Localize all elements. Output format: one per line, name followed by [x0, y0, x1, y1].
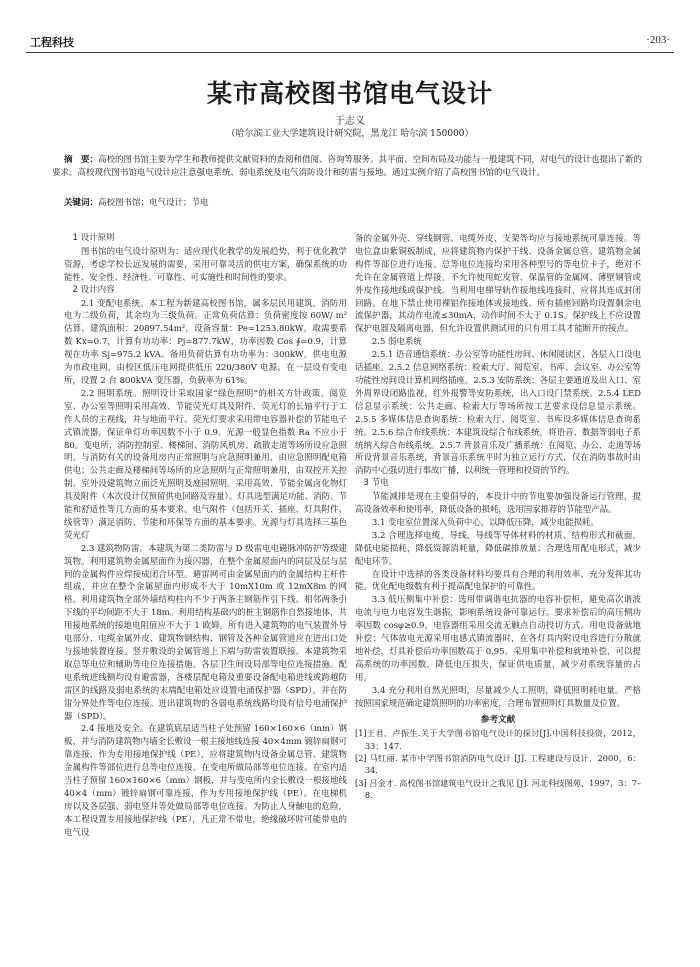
- keywords-label: 关键词：: [64, 198, 99, 208]
- running-header: [26, 34, 674, 50]
- body-paragraph: 2.4 接地及安全。在建筑底层适当柱子处预留 160×160×6（mm）钢板，并与消防建筑物内墙全长敷设一根主接地线连接 40×4mm 镀锌扁钢可靠连接，作为专用接地保护线（PE），应将建筑物内设备金属总管、建筑物金属构件等部位进行总等电位连接，在变电所做局部等电位连接。在室内适当柱子预留 160×160×6（mm）钢板，并与变电所内全长敷设一根接地线 40×4（mm）镀锌扁钢可靠连接，作为专用接地保护线（PE）。在电梯机房以及各层强、弱电竖井等处做局部等电位连接。为防止人身触电的危险，本工程设置专用接地保护线（PE），凡正常不带电，绝缘破坏时可能带电的电气设: [64, 723, 347, 837]
- reference-item: [1]王君，卢振生.关于大学图书馆电气设计的探讨[J].中国科技投资，2012，33：147.: [355, 728, 641, 751]
- affiliation: （哈尔滨工业大学建筑设计研究院，黑龙江 哈尔滨 150000）: [226, 129, 474, 139]
- section-heading: 1 设计原则: [72, 233, 115, 243]
- reference-item: [2] 马红丽. 某市中学图书馆消防电气设计 [J]. 工程建设与设计，2000，6：34.: [355, 753, 641, 776]
- page-number: ·203·: [646, 34, 670, 46]
- journal-section-label: 工程科技: [30, 36, 74, 49]
- left-column: [64, 232, 347, 839]
- body-paragraph: 2.3 建筑物防雷。本建筑为第二类防雷与 D 级雷电电磁脉冲防护等级建筑物。利用建筑物金属屋面作为接闪器，在整个金属屋面内的同层及层与层间的金属构件应焊接成闭合环型。避雷网可由金属屋面内的金属结构主杆件组成，并应在整个金属屋面内形成不大于 10mX10m 或 12mX8m 的网格。利用建筑物全部外墙结构柱内不少于两条主钢筋作引下线。相邻两条引下线的平均间距不大于 18m。利用结构基础内的桩主钢筋作自然接地体，共用接地系统的接地电阻值应不大于 1 欧姆。所有进入建筑物的电气装置外导电部分、电缆金属外皮、建筑物钢结构、钢管及各种金属管道应在进出口处与接地装置连接。竖井敷设的金属管道上下端与防雷装置联接。本建筑物采取总等电位和辅助等电位连接措施。各层卫生间设局部等电位连接措施。配电系统进线侧均设有避雷器，各楼层配电箱及重要设备配电箱进线或跨越防雷区的线路及弱电系统的末端配电箱处应设置电涌保护器（SPD）。并在防雷分界处作等电位连接。进出建筑物的各弱电系统线路均设有信号电涌保护器（SPD）。: [64, 542, 347, 721]
- body-paragraph: 2.1 变配电系统。本工程为新建高校图书馆，属多层民用建筑，消防用电为二级负荷，其余均为三级负荷。正常负荷估算：负荷密度按 60W/ m² 估算，建筑面积：20897.54m²，设备容量：Pe=1253.80kW，取需要系数 Kx=0.7，计算有功功率：Pj=877.7kW，功率因数 Cos ∮=0.9，计算视在功率 Sj=975.2 kVA。备用负荷估算有功功率为：300kW。供电电源为市政电网，由校区低压电网提供低压 220/380V 电源。在一层设有变电所，设置 2 台 800kVA 变压器，负载率为 61%。: [64, 297, 347, 385]
- header-rule: [26, 52, 674, 53]
- section-heading: 2 设计内容: [72, 284, 115, 295]
- body-paragraph: 3.3 低压侧集中补偿：选用带调谐电抗器的电容补偿柜，避免高次谐波电流与电力电容发生谐振，影响系统设备可靠运行。要求补偿后的高压侧功率因数 cosφ≥0.9，电容器组采用交流无触点自动投切方式。用电设备就地补偿：气体放电光源采用电感式镇流器时，在各灯具内附设电容进行分散就地补偿，灯具补偿后功率因数高于 0.95。采用集中补偿和就地补偿，可以提高系统的功率因数，降低电压损失，保证供电质量，减少对系统容量的占用。: [355, 594, 641, 682]
- body-paragraph: 3.2 合理选择电缆，导线，导线等导体材料的材质、结构形式和截面，降低电能损耗，降低资源消耗量，降低碳排放量；合理选用配电形式，减少配电环节。: [355, 529, 641, 566]
- body-paragraph: 备的金属外壳、穿线钢管、电缆外皮、支架等均应与接地系统可靠连接。等电位盒由紫铜板制成，应将建筑物内保护干线、设备金属总管、建筑物金属构件等部位进行连接。总等电位连接均采用各种型号的等电位卡子，绝对不允许在金属管道上焊接。不允许使用蛇皮管、保温管的金属网、薄壁钢管或外皮作接地线或保护线。当利用电梯导轨作接地线连接时，应将其连成封闭回路。在地下禁止使用裸铝作接地体或接地线。所有插座回路均设置剩余电流保护器，其动作电流≤30mA，动作时间不大于 0.1S。保护线上不应设置保护电器及隔离电器，但允许设置供测试用的只有用工具才能断开的接点。: [355, 233, 641, 334]
- abstract-text: 高校的图书馆主要为学生和教师提供文献资料的查阅和借阅、咨询等服务。其平面、空间布局及功能与一般建筑不同，对电气的设计也提出了新的要求。高校现代图书馆电气设计应注意强电系统、弱电系统及电气消防设计和防雷与接地。通过实例介绍了高校图书馆的电气设计。: [52, 155, 643, 179]
- reference-item: [3] 吕金才. 高校图书馆建筑电气设计之我见 [J]. 河北科技图苑，1997，3：7–8.: [355, 777, 641, 800]
- abstract-label: 摘 要：: [64, 155, 99, 165]
- body-paragraph: 节能减排是现在主要倡导的，本设计中的节电要加强设备运行管理，提高设备效率和使用率，降低设备的损耗，选用国家推荐的节能型产品。: [355, 491, 641, 515]
- body-paragraph: 2.2 照明系统。照明设计采取国家“绿色照明”的相关方针政策，阅览室、办公室等照明采用高效、节能荧光灯具及附件，荧光灯的长轴平行于工作人员的主视线，并与地面平行。荧光灯要求采用带电容器补偿的节能电子式镇流器，保证单灯功率因数不小于 0.9。光源一般显色指数 Ra 不应小于 80。变电所、消防控制室、楼梯间、消防风机房、疏散走道等场所设应急照明。与消防有关的设备用房内正常照明与应急照明兼用，由应急照明配电箱供电；公共走廊及楼梯间等场所的应急照明与正常照明兼用，由双控开关控制。室外设建筑物立面泛光照明及庭园照明。采用高效、节能金属卤化物灯具及附件（本次设计仅预留供电回路及容量）。灯具选型满足功能、消防、节能和舒适性等几方面的基本要求。电气附件（包括开关、插座、灯具附件、线管等）满足消防、节能和环保等方面的基本要求。光源与灯具选择三基色荧光灯: [64, 387, 347, 540]
- body-paragraph: 2.5.1 语音通信系统：办公室等功能性房间、休闲阅读区、各层入口设电话插座。2.5.2 信息网络系统：检索大厅、阅览室、书库、会议室、办公室等功能性房间设计算机网络插座。2.5.3 安防系统：各层主要通道及出入口、室外周界设闭路监视，红外报警等安防系统，出入口设门禁系统。2.5.4 LED 信息显示系统：公共走廊、检索大厅等场所按工艺要求设信息显示系统。2.5.5 多媒体信息查询系统：检索大厅、阅览室、书库设多媒体信息查询系统。2.5.6 综合布线系统：本建筑设综合布线系统，将语音、数据等弱电子系统纳入综合布线系统。2.5.7 背景音乐及广播系统：在阅览、办公、走道等场所设背景音乐系统，背景音乐系统平时为独立运行方式，仅在消防事故时由消防中心强切进行事故广播，以利统一管理和投资的节约。: [355, 349, 641, 476]
- abstract: [52, 154, 648, 181]
- body-paragraph: 3.1 变电室位置深入负荷中心，以降低压降，减少电能损耗。: [371, 516, 599, 527]
- body-paragraph: 2.5 弱电系统: [371, 336, 422, 347]
- body-paragraph: 3.4 充分利用自然光照明，尽量减少人工照明，降低照明耗电量。严格按照国家规范确定建筑照明的功率密度，合理布置照明灯具数量及位置。: [355, 684, 641, 708]
- references-heading: 参考文献: [480, 714, 516, 725]
- article-title: 某市高校图书馆电气设计: [206, 79, 493, 108]
- body-paragraph: 在设计中选择的各类设备材料均要具有合理的利用效率、充分发挥其功能。优化配电级数有利于提高配电保护的可靠性。: [355, 568, 641, 592]
- author: 于志义: [335, 116, 365, 127]
- keywords-text: 高校图书馆；电气设计；节电: [98, 198, 209, 208]
- right-column: [355, 232, 641, 801]
- section-heading: 3 节电: [363, 478, 389, 489]
- body-paragraph: 图书馆的电气设计原则为：适应现代化教学的发展趋势，利于优化教学资源，考虑学校长远发展的需要，采用可靠灵活的供电方案，确保系统的功能性、安全性、经济性、可靠性、可实施性和时间性的要求。: [64, 245, 347, 282]
- keywords: [64, 196, 648, 208]
